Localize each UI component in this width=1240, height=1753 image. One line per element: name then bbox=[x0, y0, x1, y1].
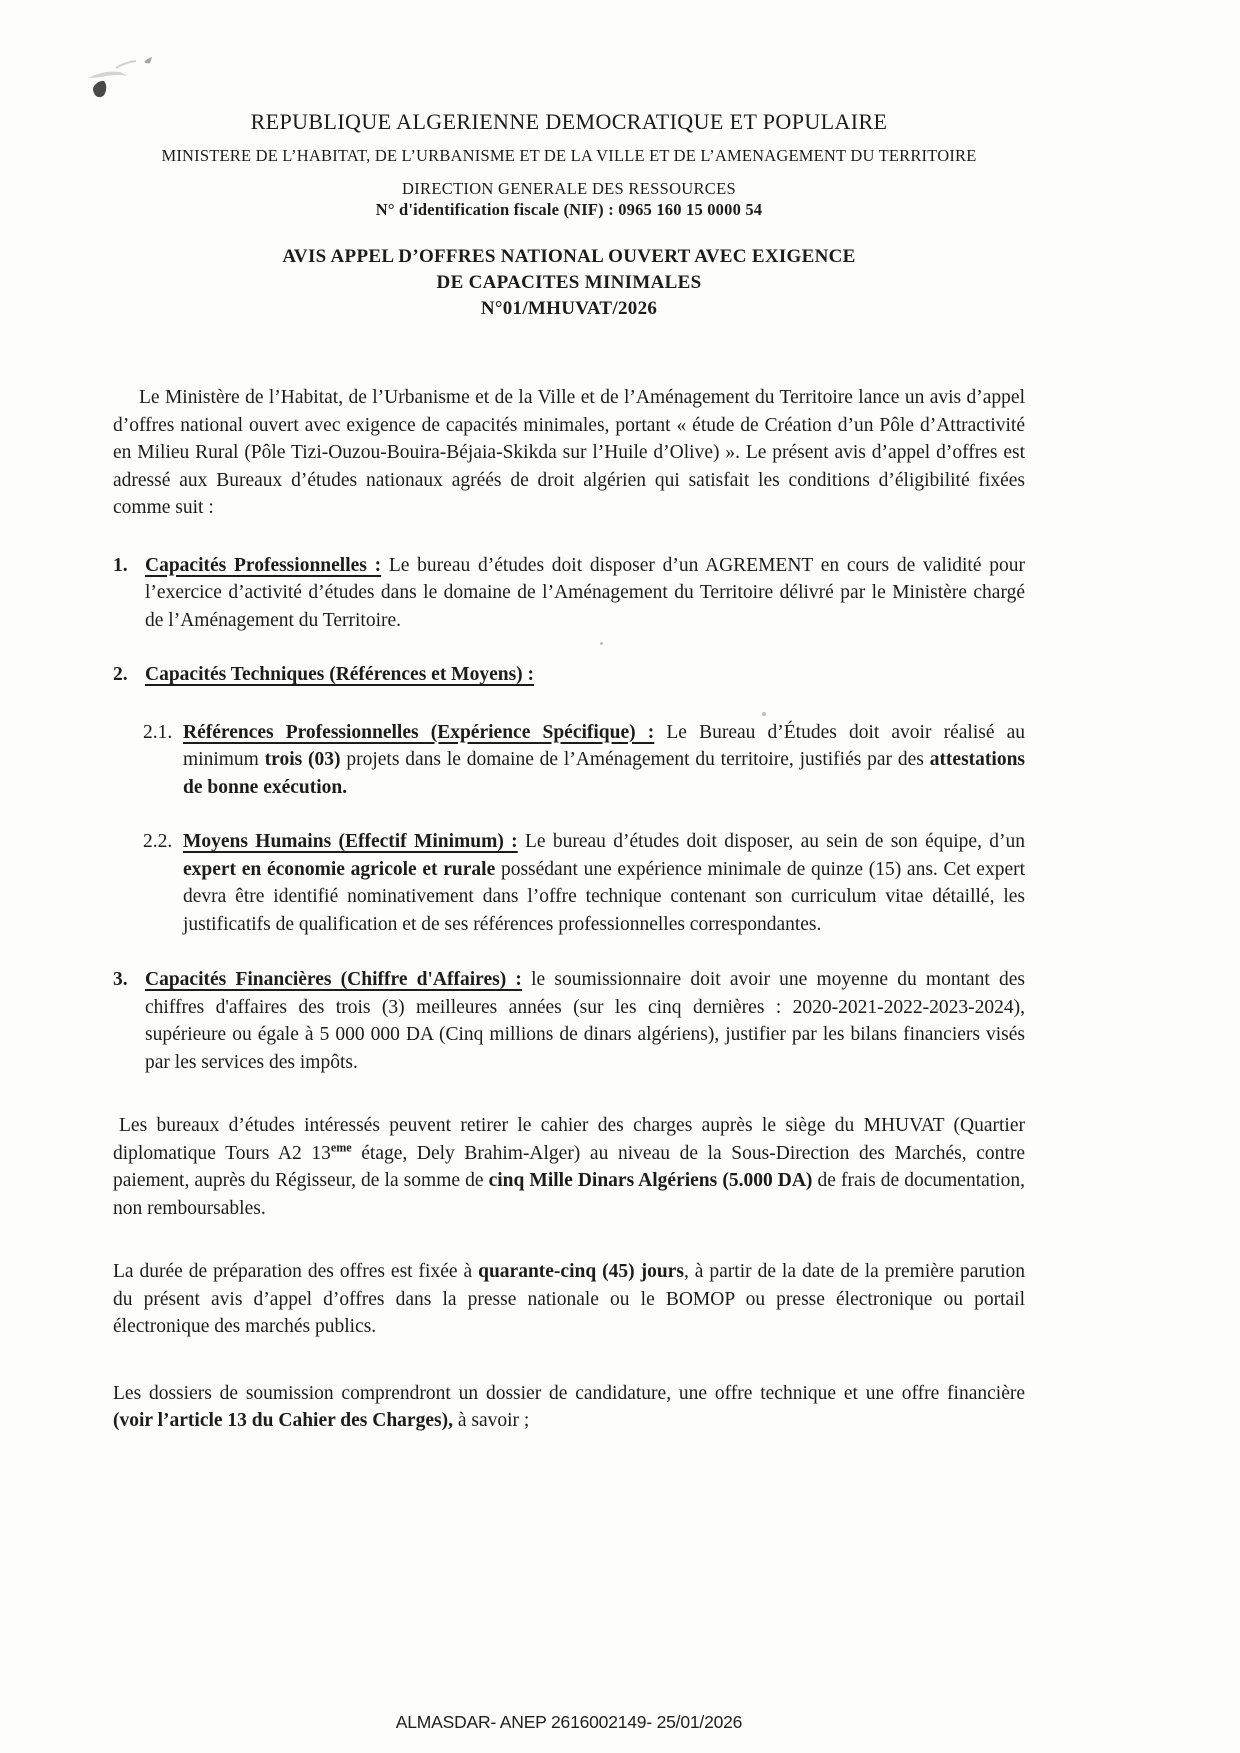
paragraph-duree-preparation bbox=[113, 1258, 1025, 1341]
item-number: 2. bbox=[113, 664, 128, 685]
item-heading: Capacités Professionnelles : bbox=[145, 554, 382, 576]
item-body: le soumissionnaire doit avoir une moyenne du montant des chiffres d'affaires des trois (3) meilleures années (sur les cinq dernières : 2020-2021-2022-2023-2024), supérieure ou égale à 5 000 000 DA (Cinq millions de dinars algériens), justifier par les bilans financiers visés par les services des impôts. bbox=[145, 969, 1025, 1073]
letterhead bbox=[113, 0, 1025, 220]
item-body: Le bureau d’études doit disposer, au sein de son équipe, d’un bbox=[517, 831, 1025, 852]
publication-reference-footer: ALMASDAR- ANEP 2616002149- 25/01/2026 bbox=[395, 1712, 743, 1732]
nif-identification-line: N° d'identification fiscale (NIF) : 0965 160 15 0000 54 bbox=[375, 200, 763, 219]
paragraph-text: à savoir ; bbox=[452, 1410, 530, 1431]
paragraph-text: , à partir de la date de la première parution du présent avis d’appel d’offres dans la presse nationale ou le BOMOP ou presse électronique ou portail électronique des marchés publics. bbox=[113, 1261, 1026, 1337]
paragraph-retrait-cahier-charges bbox=[113, 1112, 1025, 1222]
paragraph-text-bold: quarante-cinq (45) jours bbox=[478, 1261, 684, 1282]
sub-item-moyens-humains bbox=[113, 828, 1025, 938]
item-heading: Capacités Financières (Chiffre d'Affaires) : bbox=[145, 969, 522, 990]
ministry-title: MINISTERE DE L’HABITAT, DE L’URBANISME ET DE LA VILLE ET DE L’AMENAGEMENT DU TERRITOIRE bbox=[161, 146, 977, 165]
item-heading: Moyens Humains (Effectif Minimum) : bbox=[183, 831, 518, 852]
item-body: projets dans le domaine de l’Aménagement du territoire, justifiés par des bbox=[340, 749, 930, 770]
paragraph-text-bold: (voir l’article 13 du Cahier des Charges), bbox=[113, 1410, 453, 1431]
item-body: Le bureau d’études doit disposer d’un AGREMENT en cours de validité pour l’exercice d’activité d’études dans le domaine de l’Aménagement du Territoire délivré par le Ministère chargé de l’Aménagement du Territoire. bbox=[145, 554, 1025, 631]
paragraph-text: de frais de documentation, non remboursables. bbox=[113, 1170, 1025, 1219]
list-item-capacites-techniques bbox=[113, 661, 1025, 689]
direction-title: DIRECTION GENERALE DES RESSOURCES bbox=[402, 179, 736, 198]
notice-title-line3: N°01/MHUVAT/2026 bbox=[480, 298, 658, 319]
item-number: 1. bbox=[113, 554, 128, 576]
paragraph-text-bold: cinq Mille Dinars Algériens (5.000 DA) bbox=[488, 1170, 813, 1191]
item-number: 2.2. bbox=[143, 831, 173, 852]
item-heading: Références Professionnelles (Expérience Spécifique) : bbox=[183, 721, 655, 743]
paragraph-text: Les bureaux d’études intéressés peuvent retirer le cahier des charges auprès le siège du MHUVAT (Quartier diplomatique Tours A2 13 bbox=[113, 1115, 1025, 1164]
list-item-capacites-financieres bbox=[113, 966, 1025, 1076]
paragraph-text: La durée de préparation des offres est fixée à bbox=[113, 1261, 479, 1282]
republic-title: REPUBLIQUE ALGERIENNE DEMOCRATIQUE ET POPULAIRE bbox=[250, 109, 888, 134]
paragraph-dossiers-soumission bbox=[113, 1380, 1025, 1435]
paragraph-text: étage, Dely Brahim-Alger) au niveau de la Sous-Direction des Marchés, contre paiement, auprès du Régisseur, de la somme de bbox=[113, 1142, 1025, 1191]
list-item-capacites-professionnelles bbox=[113, 552, 1025, 635]
notice-title-line1: AVIS APPEL D’OFFRES NATIONAL OUVERT AVEC EXIGENCE bbox=[282, 246, 856, 267]
intro-paragraph: Le Ministère de l’Habitat, de l’Urbanisme et de la Ville et de l’Aménagement du Territoire lance un avis d’appel d’offres national ouvert avec exigence de capacités minimales, portant « étude de Création d’un Pôle d’Attractivité en Milieu Rural (Pôle Tizi-Ouzou-Bouira-Béjaia-Skikda sur l’Huile d’Olive) ». Le présent avis d’appel d’offres est adressé aux Bureaux d’études nationaux agréés de droit algérien qui satisfait les conditions d’éligibilité fixées comme suit : bbox=[113, 387, 1025, 518]
item-body: possédant une expérience minimale de quinze (15) ans. Cet expert devra être identifié nominativement dans l’offre technique contenant son curriculum vitae détaillé, les justificatifs de qualification et de ses références professionnelles correspondantes. bbox=[183, 858, 1026, 935]
document-content-column bbox=[113, 0, 1025, 1454]
item-body-bold: expert en économie agricole et rurale bbox=[183, 858, 496, 880]
notice-title bbox=[113, 244, 1025, 322]
item-number: 3. bbox=[113, 969, 128, 990]
item-body-bold: attestations de bonne exécution. bbox=[183, 749, 1026, 798]
item-body-bold: trois (03) bbox=[264, 749, 341, 770]
item-number: 2.1. bbox=[143, 721, 173, 743]
ordinal-superscript: eme bbox=[330, 1140, 352, 1154]
item-body: Le Bureau d’Études doit avoir réalisé au minimum bbox=[183, 721, 1026, 770]
item-heading: Capacités Techniques (Références et Moyens) : bbox=[145, 664, 535, 685]
sub-item-references-professionnelles bbox=[113, 719, 1025, 802]
notice-title-line2: DE CAPACITES MINIMALES bbox=[436, 272, 702, 293]
paragraph-text: Les dossiers de soumission comprendront un dossier de candidature, une offre technique et une offre financière bbox=[113, 1382, 1025, 1404]
